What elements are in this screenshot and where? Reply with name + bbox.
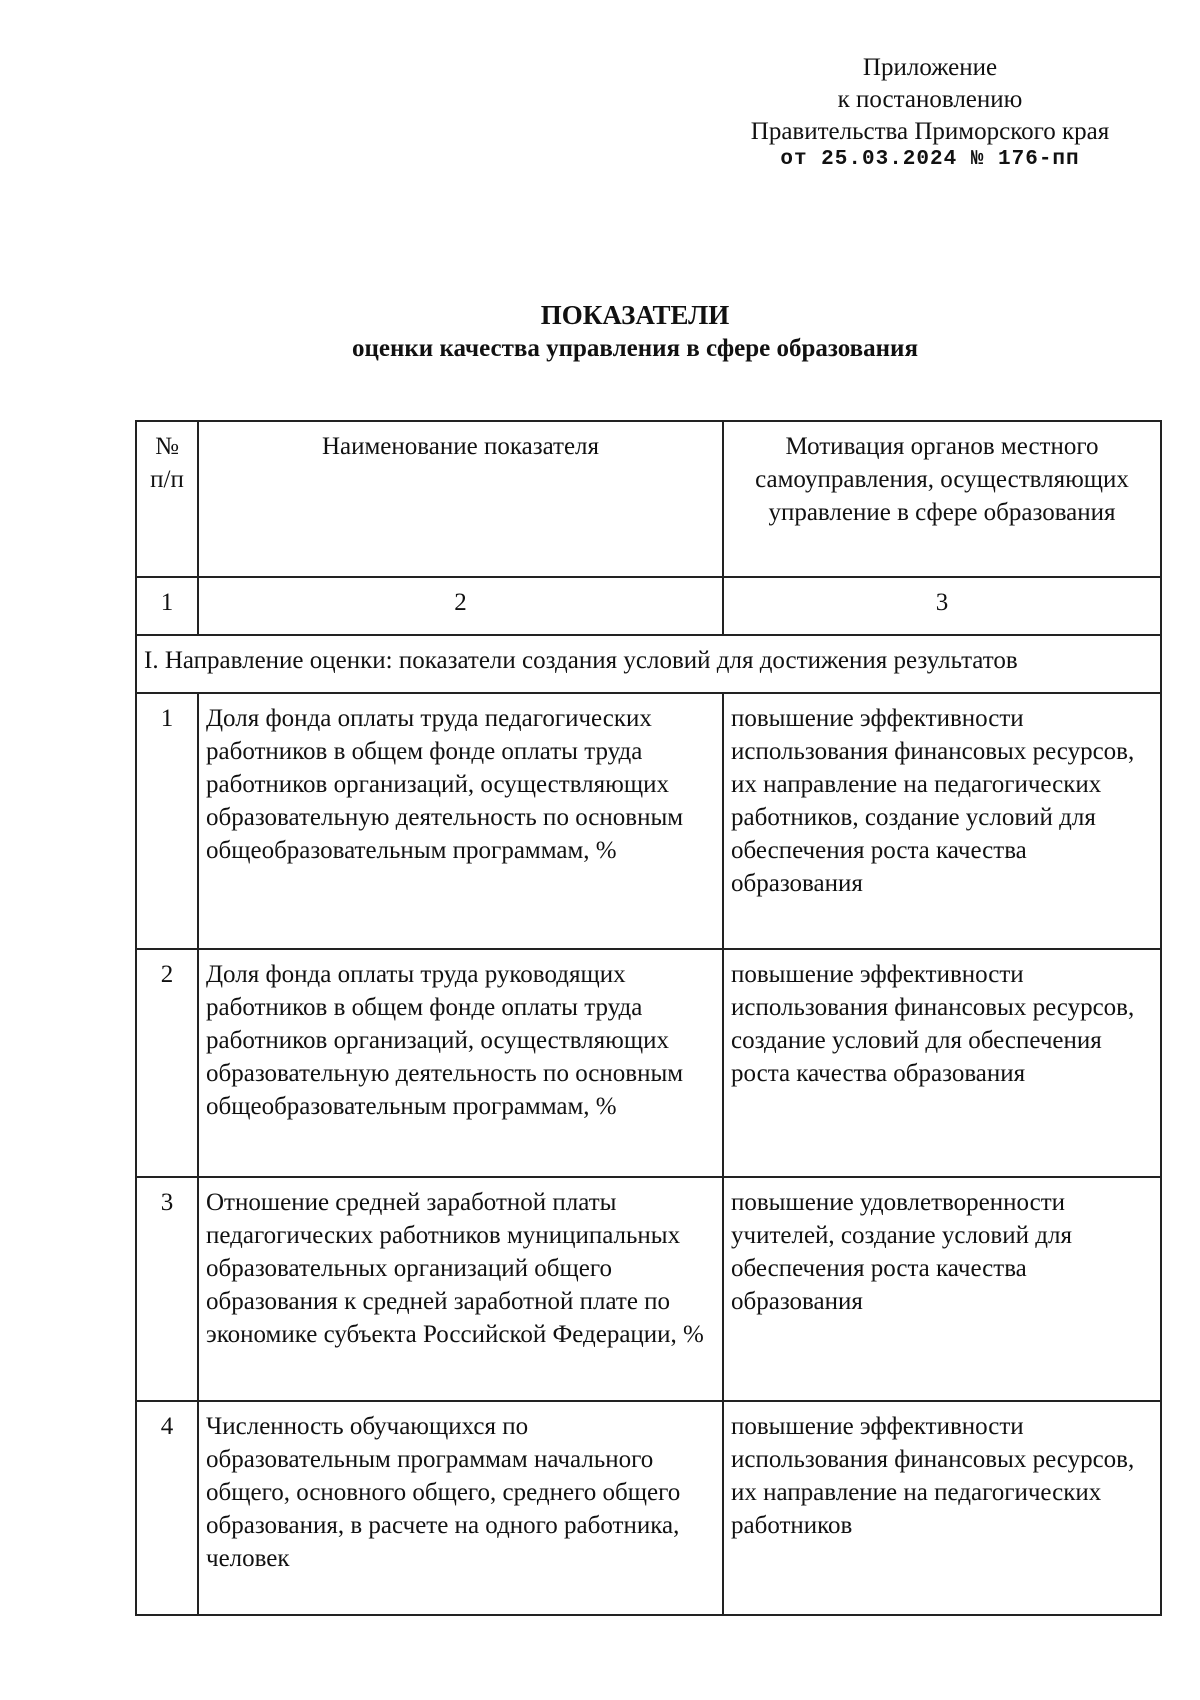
row-num: 2 (136, 949, 198, 1177)
appendix-line-3: Правительства Приморского края (750, 118, 1110, 145)
header-name: Наименование показателя (198, 421, 723, 577)
row-name: Доля фонда оплаты труда руководящих работников в общем фонде оплаты труда работников организаций, осуществляющих образовательную деятельность по основным общеобразовательным программам, % (198, 949, 723, 1177)
decree-stamp: от 25.03.2024 № 176-пп (780, 148, 1080, 171)
column-number: 2 (198, 577, 723, 635)
section-row (136, 635, 1161, 693)
row-name: Доля фонда оплаты труда педагогических работников в общем фонде оплаты труда работников организаций, осуществляющих образовательную деятельность по основным общеобразовательным программам, % (198, 693, 723, 949)
row-num: 1 (136, 693, 198, 949)
column-number: 3 (723, 577, 1161, 635)
header-num: № п/п (136, 421, 198, 577)
title-main: ПОКАЗАТЕЛИ (540, 300, 730, 330)
table-header-row (136, 421, 1161, 577)
table-row (136, 1177, 1161, 1401)
row-motivation: повышение эффективности использования финансовых ресурсов, их направление на педагогических работников, создание условий для обеспечения роста качества образования (723, 693, 1161, 949)
appendix-block (690, 52, 1170, 172)
row-motivation: повышение эффективности использования финансовых ресурсов, их направление на педагогических работников (723, 1401, 1161, 1615)
table-row (136, 1401, 1161, 1615)
row-motivation: повышение удовлетворенности учителей, создание условий для обеспечения роста качества образования (723, 1177, 1161, 1401)
row-num: 4 (136, 1401, 198, 1615)
row-name: Численность обучающихся по образовательным программам начального общего, основного общего, среднего общего образования, в расчете на одного работника, человек (198, 1401, 723, 1615)
header-motivation: Мотивация органов местного самоуправления, осуществляющих управление в сфере образования (723, 421, 1161, 577)
appendix-line-2: к постановлению (837, 86, 1023, 113)
column-numbers-row (136, 577, 1161, 635)
row-motivation: повышение эффективности использования финансовых ресурсов, создание условий для обеспечения роста качества образования (723, 949, 1161, 1177)
table-row (136, 949, 1161, 1177)
title-sub: оценки качества управления в сфере образования (352, 335, 918, 362)
table-row (136, 693, 1161, 949)
row-name: Отношение средней заработной платы педагогических работников муниципальных образовательных организаций общего образования к средней заработной плате по экономике субъекта Российской Федерации, % (198, 1177, 723, 1401)
indicators-table (135, 420, 1162, 1616)
document-title (0, 298, 1200, 366)
appendix-line-1: Приложение (862, 54, 998, 81)
column-number: 1 (136, 577, 198, 635)
section-title: I. Направление оценки: показатели создания условий для достижения результатов (136, 635, 1161, 693)
row-num: 3 (136, 1177, 198, 1401)
